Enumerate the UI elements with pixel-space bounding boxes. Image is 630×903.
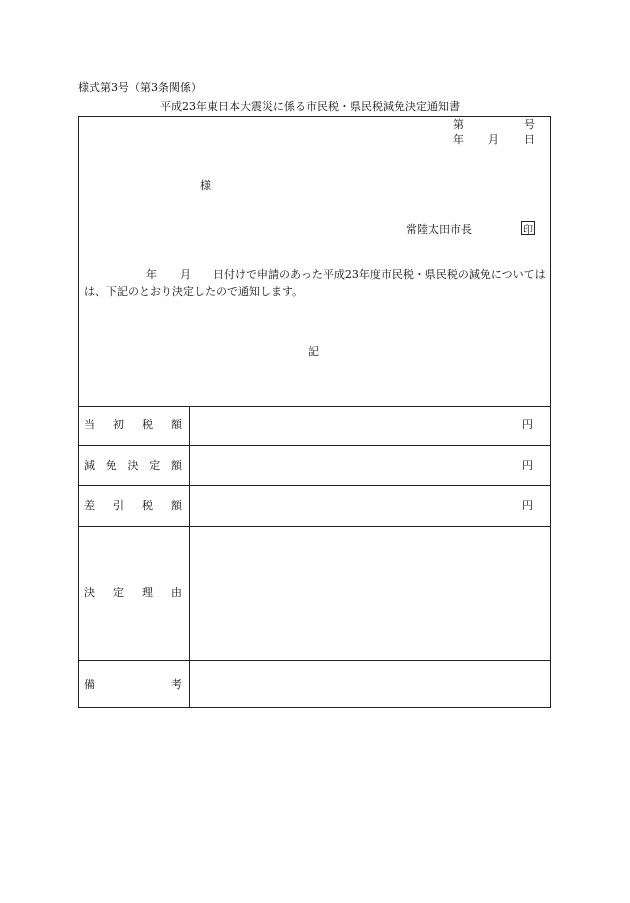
body-line1: 日付けで申請のあった平成23年度市民税・県民税の減免については: [213, 268, 546, 281]
column-divider: [189, 406, 190, 707]
label-char: 由: [171, 586, 182, 599]
label-char: 理: [142, 586, 153, 599]
label-char: 定: [113, 586, 124, 599]
divider: [79, 526, 550, 527]
row-label-remarks: [84, 679, 182, 690]
label-char: 額: [171, 459, 182, 472]
date-year: 年: [453, 133, 464, 146]
label-char: 考: [171, 678, 182, 691]
divider: [79, 445, 550, 446]
divider: [79, 406, 550, 407]
row-label-reduction-amount: [84, 460, 182, 471]
form-frame: [78, 116, 551, 708]
yen-unit: 円: [522, 499, 533, 512]
label-char: 定: [149, 459, 161, 472]
body-line2: は、下記のとおり決定したので通知します。: [84, 285, 304, 298]
label-char: 税: [142, 499, 153, 512]
row-label-reason: [84, 587, 182, 598]
yen-unit: 円: [522, 459, 533, 472]
label-char: 額: [171, 418, 182, 431]
seal-label: 印: [523, 224, 533, 236]
label-char: 決: [127, 459, 139, 472]
body-month: 月: [180, 268, 191, 281]
label-char: 初: [113, 418, 124, 431]
row-label-net-tax: [84, 500, 182, 511]
body-year: 年: [146, 268, 157, 281]
issuer-name: 常陸太田市長: [406, 223, 472, 236]
row-label-initial-tax: [84, 419, 182, 430]
divider: [79, 485, 550, 486]
label-char: 税: [142, 418, 153, 431]
yen-unit: 円: [522, 418, 533, 431]
number-go: 号: [524, 118, 535, 131]
date-month: 月: [488, 133, 499, 146]
label-char: 当: [84, 418, 95, 431]
label-char: 備: [84, 678, 95, 691]
seal-mark: [521, 221, 535, 235]
addressee-sama: 様: [200, 179, 211, 192]
label-char: 額: [171, 499, 182, 512]
label-char: 免: [105, 459, 117, 472]
label-char: 差: [84, 499, 95, 512]
number-dai: 第: [453, 118, 464, 131]
form-number: 様式第3号（第3条関係）: [78, 81, 202, 94]
document-title: 平成23年東日本大震災に係る市民税・県民税減免決定通知書: [160, 100, 460, 113]
label-char: 決: [84, 586, 95, 599]
label-char: 減: [84, 459, 95, 472]
divider: [79, 660, 550, 661]
ki-heading: 記: [308, 345, 319, 358]
date-day: 日: [524, 133, 535, 146]
label-char: 引: [113, 499, 124, 512]
